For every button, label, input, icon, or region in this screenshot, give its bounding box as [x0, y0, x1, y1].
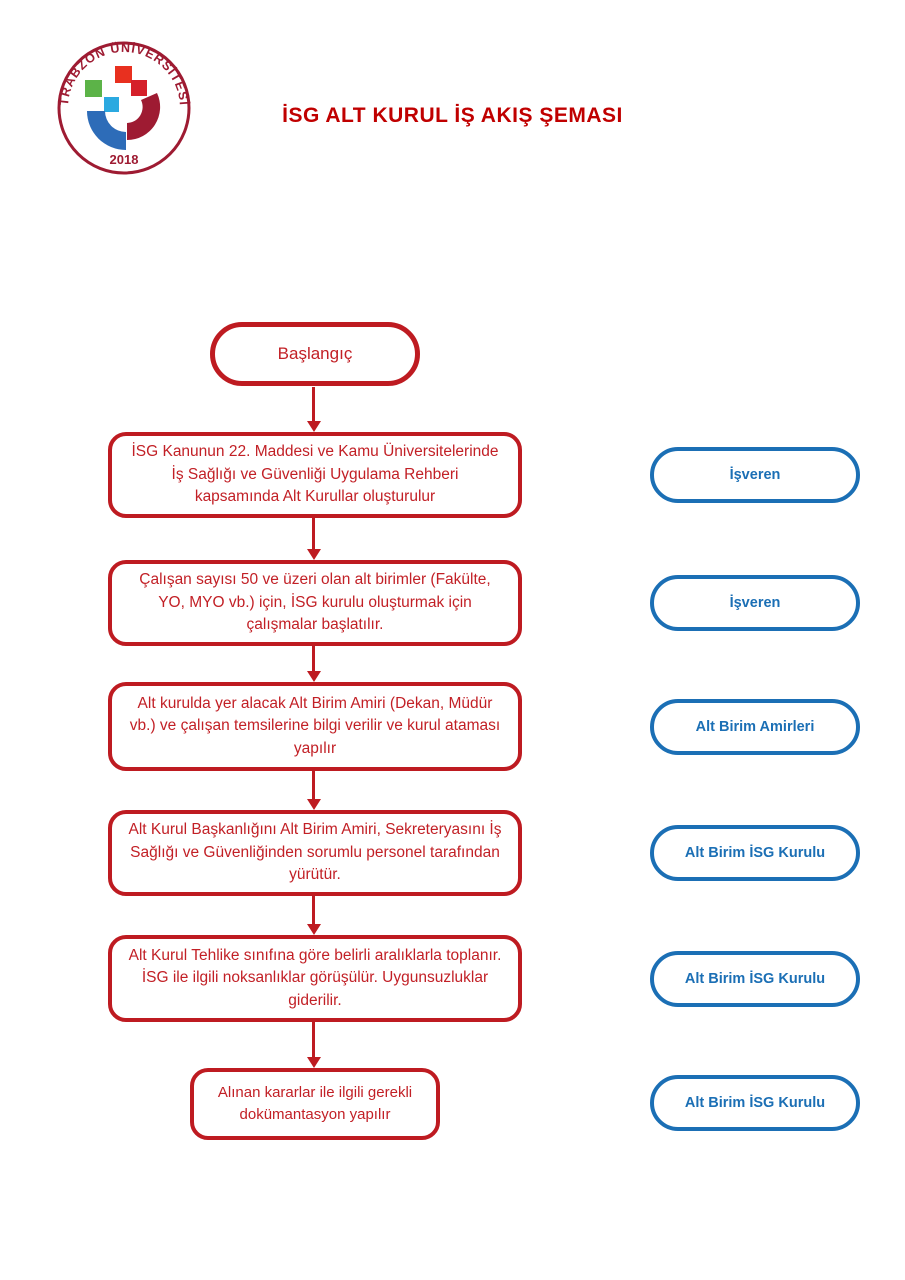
logo-org-text: TRABZON ÜNİVERSİTESİ	[56, 40, 191, 107]
flow-arrow	[312, 387, 315, 422]
page-title: İSG ALT KURUL İŞ AKIŞ ŞEMASI	[282, 104, 623, 127]
flow-start-node: Başlangıç	[210, 322, 420, 386]
flow-arrow	[312, 646, 315, 672]
flow-arrow	[312, 771, 315, 800]
logo-year-text: 2018	[109, 152, 139, 167]
flow-arrow	[312, 518, 315, 550]
flow-actor-2: İşveren	[650, 575, 860, 631]
flow-actor-3: Alt Birim Amirleri	[650, 699, 860, 755]
flow-actor-6: Alt Birim İSG Kurulu	[650, 1075, 860, 1131]
flow-actor-5: Alt Birim İSG Kurulu	[650, 951, 860, 1007]
flow-arrow	[312, 1022, 315, 1058]
flow-actor-1: İşveren	[650, 447, 860, 503]
flow-actor-4: Alt Birim İSG Kurulu	[650, 825, 860, 881]
flow-step-1: İSG Kanunun 22. Maddesi ve Kamu Üniversitelerinde İş Sağlığı ve Güvenliği Uygulama Rehberi kapsamında Alt Kurullar oluşturulur	[108, 432, 522, 518]
flow-step-6: Alınan kararlar ile ilgili gerekli dokümantasyon yapılır	[190, 1068, 440, 1140]
flow-step-2: Çalışan sayısı 50 ve üzeri olan alt birimler (Fakülte, YO, MYO vb.) için, İSG kurulu oluşturmak için çalışmalar başlatılır.	[108, 560, 522, 646]
flow-step-3: Alt kurulda yer alacak Alt Birim Amiri (Dekan, Müdür vb.) ve çalışan temsilerine bilgi verilir ve kurul ataması yapılır	[108, 682, 522, 771]
flow-step-4: Alt Kurul Başkanlığını Alt Birim Amiri, Sekreteryasını İş Sağlığı ve Güvenliğinden sorumlu personel tarafından yürütür.	[108, 810, 522, 896]
flow-step-5: Alt Kurul Tehlike sınıfına göre belirli aralıklarla toplanır. İSG ile ilgili noksanlıklar görüşülür. Uygunsuzluklar giderilir.	[108, 935, 522, 1022]
flow-arrow	[312, 896, 315, 925]
